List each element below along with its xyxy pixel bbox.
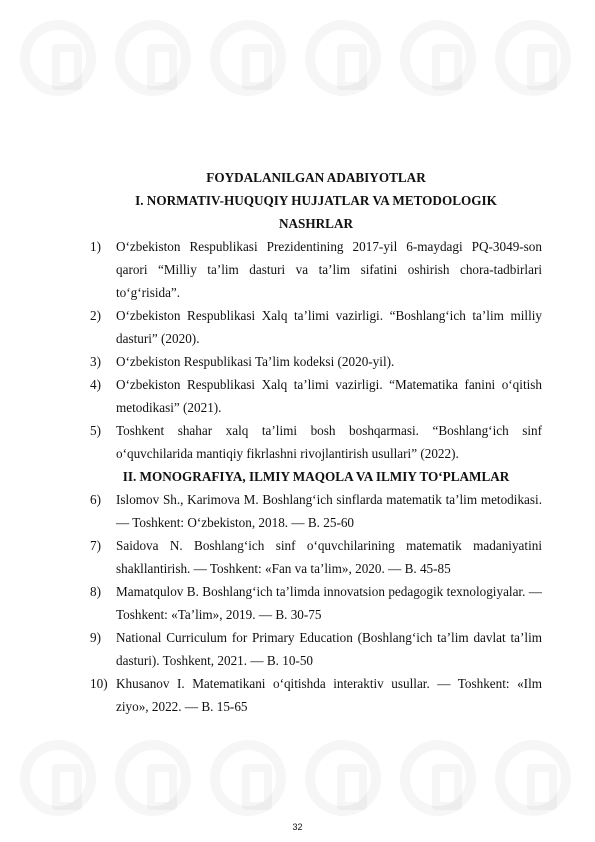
- list-item: [90, 304, 542, 350]
- section1-list: [90, 235, 542, 465]
- item-text: O‘zbekiston Respublikasi Ta’lim kodeksi (2020-yil).: [116, 354, 395, 369]
- item-number: 3): [90, 354, 101, 369]
- list-item: [90, 672, 542, 718]
- item-number: 8): [90, 584, 101, 599]
- item-text: Islomov Sh., Karimova M. Boshlang‘ich sinflarda matematik ta’lim metodikasi. — Toshkent: O‘zbekiston, 2018. — B. 25-60: [116, 492, 542, 530]
- item-number: 9): [90, 630, 101, 645]
- section2-list: [90, 488, 542, 718]
- item-text: Mamatqulov B. Boshlang‘ich ta’limda innovatsion pedagogik texnologiyalar. — Toshkent: «Ta’lim», 2019. — B. 30-75: [116, 584, 542, 622]
- page-title: FOYDALANILGAN ADABIYOTLAR: [206, 170, 426, 185]
- item-number: 7): [90, 538, 101, 553]
- list-item: [90, 419, 542, 465]
- list-item: [90, 350, 542, 373]
- item-number: 2): [90, 308, 101, 323]
- item-text: O‘zbekiston Respublikasi Xalq ta’limi vazirligi. “Matematika fanini o‘qitish metodikasi” (2021).: [116, 377, 542, 415]
- item-text: Saidova N. Boshlang‘ich sinf o‘quvchilarining matematik madaniyatini shakllantirish. — Toshkent: «Fan va ta’lim», 2020. — B. 45-85: [116, 538, 542, 576]
- item-number: 6): [90, 492, 101, 507]
- list-item: [90, 626, 542, 672]
- list-item: [90, 235, 542, 304]
- item-text: National Curriculum for Primary Education (Boshlang‘ich ta’lim davlat ta’lim dasturi). Toshkent, 2021. — B. 10-50: [116, 630, 542, 668]
- item-text: Toshkent shahar xalq ta’limi bosh boshqarmasi. “Boshlang‘ich sinf o‘quvchilarida mantiqiy fikrlashni rivojlantirish usullari” (2022).: [116, 423, 542, 461]
- references-section: [90, 166, 542, 718]
- list-item: [90, 580, 542, 626]
- item-number: 5): [90, 423, 101, 438]
- list-item: [90, 373, 542, 419]
- page-number: 32: [292, 822, 303, 832]
- list-item: [90, 534, 542, 580]
- item-text: Khusanov I. Matematikani o‘qitishda interaktiv usullar. — Toshkent: «Ilm ziyo», 2022. — B. 15-65: [116, 676, 542, 714]
- section1-heading-line2: NASHRLAR: [278, 216, 353, 231]
- item-number: 4): [90, 377, 101, 392]
- item-text: O‘zbekiston Respublikasi Xalq ta’limi vazirligi. “Boshlang‘ich ta’lim milliy dasturi” (2020).: [116, 308, 542, 346]
- list-item: [90, 488, 542, 534]
- section1-heading-line1: I. NORMATIV-HUQUQIY HUJJATLAR VA METODOLOGIK: [135, 193, 497, 208]
- section2-heading: II. MONOGRAFIYA, ILMIY MAQOLA VA ILMIY TO‘PLAMLAR: [122, 469, 510, 484]
- item-number: 1): [90, 239, 101, 254]
- item-number: 10): [90, 676, 108, 691]
- item-text: O‘zbekiston Respublikasi Prezidentining 2017-yil 6-maydagi PQ-3049-son qarori “Milliy ta’lim dasturi va ta’lim sifatini oshirish chora-tadbirlari to‘g‘risida”.: [116, 239, 542, 300]
